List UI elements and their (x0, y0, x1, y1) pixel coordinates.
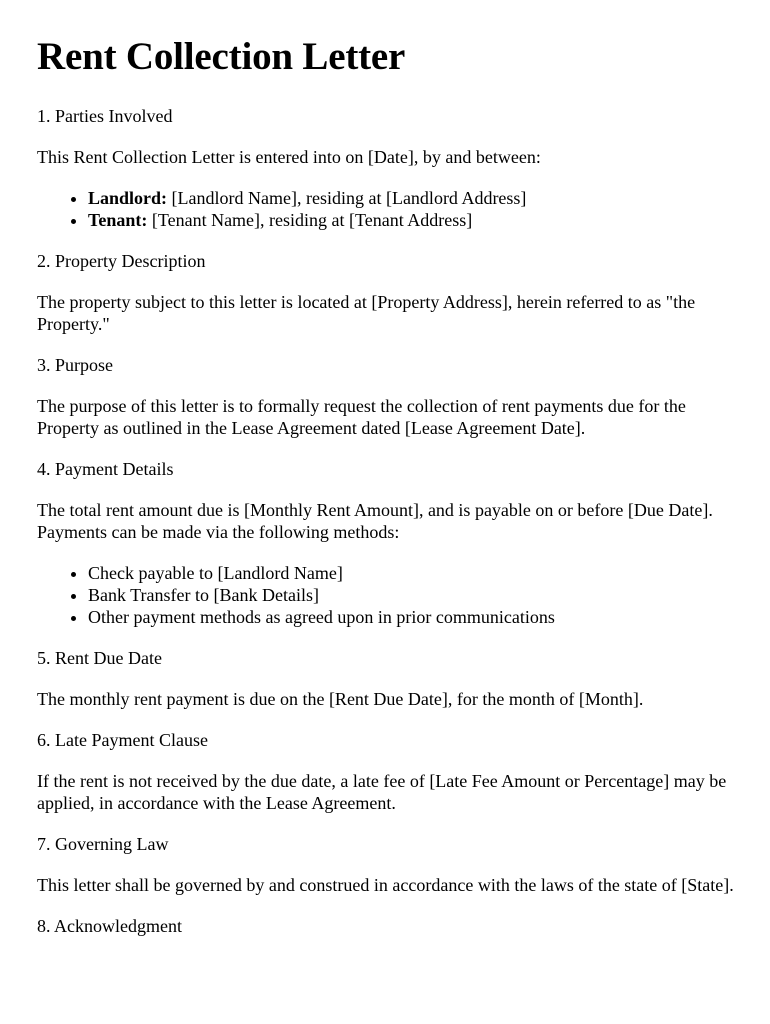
section-body: The purpose of this letter is to formally request the collection of rent payments due for the Property as outlined in the Lease Agreement dated [Lease Agreement Date]. (37, 396, 686, 438)
landlord-text: [Landlord Name], residing at [Landlord Address] (167, 188, 527, 208)
section-body: If the rent is not received by the due date, a late fee of [Late Fee Amount or Percentage] may be applied, in accordance with the Lease Agreement. (37, 771, 727, 813)
section-body: This Rent Collection Letter is entered into on [Date], by and between: (37, 147, 541, 167)
list-item: • Check payable to [Landlord Name] (88, 562, 734, 584)
section-body: The property subject to this letter is located at [Property Address], herein referred to as "the Property." (37, 292, 696, 334)
section-parties (37, 105, 734, 231)
list-item: • Other payment methods as agreed upon in prior communications (88, 606, 734, 628)
tenant-text: [Tenant Name], residing at [Tenant Address] (147, 210, 473, 230)
landlord-label: Landlord: (88, 188, 168, 208)
list-item-tenant (88, 209, 734, 231)
section-acknowledgment (37, 915, 734, 937)
section-heading: 2. Property Description (37, 251, 206, 271)
section-body: The monthly rent payment is due on the [Rent Due Date], for the month of [Month]. (37, 689, 644, 709)
section-property (37, 250, 734, 335)
section-late-payment (37, 729, 734, 814)
payment-methods-list (37, 562, 734, 628)
document-title: Rent Collection Letter (37, 35, 406, 78)
section-heading: 7. Governing Law (37, 834, 169, 854)
section-heading: 6. Late Payment Clause (37, 730, 208, 750)
list-item: • Bank Transfer to [Bank Details] (88, 584, 734, 606)
section-payment-details (37, 458, 734, 628)
section-heading: 1. Parties Involved (37, 106, 173, 126)
section-heading: 3. Purpose (37, 355, 113, 375)
section-body: This letter shall be governed by and construed in accordance with the laws of the state of [State]. (37, 875, 734, 895)
section-governing-law (37, 833, 734, 896)
tenant-label: Tenant: (88, 210, 148, 230)
section-purpose (37, 354, 734, 439)
section-heading: 4. Payment Details (37, 459, 174, 479)
section-heading: 8. Acknowledgment (37, 916, 182, 936)
section-body: The total rent amount due is [Monthly Rent Amount], and is payable on or before [Due Date]. Payments can be made via the following methods: (37, 500, 713, 542)
list-item-landlord (88, 187, 734, 209)
parties-list (37, 187, 734, 231)
section-rent-due-date (37, 647, 734, 710)
section-heading: 5. Rent Due Date (37, 648, 162, 668)
